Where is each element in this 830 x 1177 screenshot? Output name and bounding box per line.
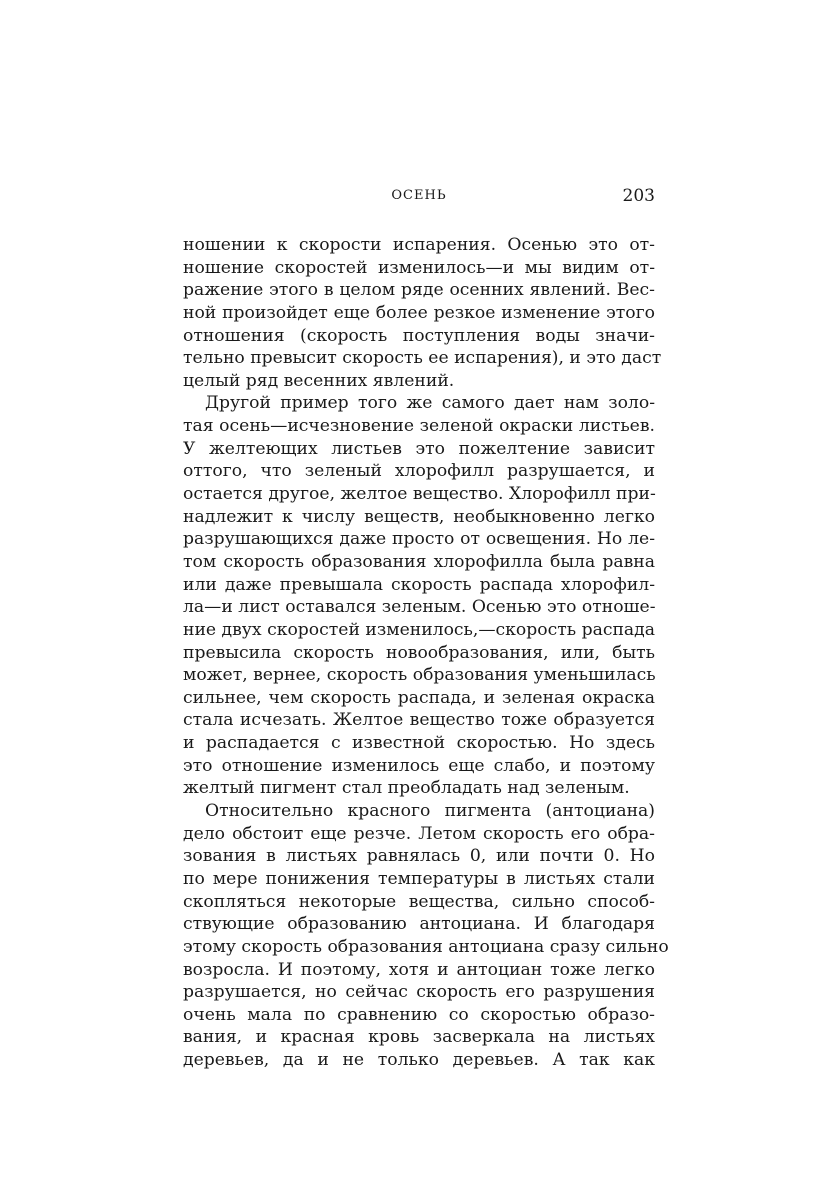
text-line: У желтеющих листьев это пожелтение зависит bbox=[183, 438, 655, 459]
text-line: и распадается с известной скоростью. Но здесь bbox=[183, 733, 655, 754]
text-line: разрушающихся даже просто от освещения. Но ле- bbox=[183, 529, 655, 550]
text-line: отношения (скорость поступления воды значи- bbox=[183, 325, 655, 346]
text-line: ной произойдет еще более резкое изменение этого bbox=[183, 302, 655, 323]
text-line: это отношение изменилось еще слабо, и поэтому bbox=[183, 755, 655, 776]
text-line: ла—и лист оставался зеленым. Осенью это отноше- bbox=[183, 597, 656, 618]
body-text bbox=[183, 234, 669, 1072]
text-line: тая осень—исчезновение зеленой окраски листьев. bbox=[183, 416, 655, 437]
paragraph-1 bbox=[183, 234, 662, 392]
text-line: превысила скорость новообразования, или, быть bbox=[183, 642, 655, 663]
text-line: ние двух скоростей изменилось,—скорость распада bbox=[183, 619, 655, 640]
text-line: ношении к скорости испарения. Осенью это от- bbox=[183, 235, 655, 255]
page-header bbox=[183, 188, 655, 212]
text-line: зования в листьях равнялась 0, или почти 0. Но bbox=[183, 846, 655, 867]
text-line: остается другое, желтое вещество. Хлорофилл при- bbox=[183, 484, 656, 505]
text-line: том скорость образования хлорофилла была равна bbox=[183, 551, 655, 572]
text-line: Относительно красного пигмента (антоциана) bbox=[205, 801, 655, 822]
text-line: тельно превысит скорость ее испарения), и это даст bbox=[183, 348, 662, 369]
paragraph-3 bbox=[183, 800, 669, 1072]
text-line: надлежит к числу веществ, необыкновенно легко bbox=[183, 506, 655, 527]
text-line: может, вернее, скорость образования уменьшилась bbox=[183, 665, 656, 686]
text-line: желтый пигмент стал преобладать над зеленым. bbox=[183, 778, 630, 799]
text-line: целый ряд весенних явлений. bbox=[183, 370, 455, 391]
running-title: ОСЕНЬ bbox=[391, 188, 447, 203]
text-line: сильнее, чем скорость распада, и зеленая окраска bbox=[183, 687, 655, 708]
text-line: стала исчезать. Желтое вещество тоже образуется bbox=[183, 710, 655, 731]
text-line: вания, и красная кровь засверкала на листьях bbox=[183, 1027, 655, 1048]
text-line: дело обстоит еще резче. Летом скорость его обра- bbox=[183, 823, 655, 844]
text-line: ствующие образованию антоциана. И благодаря bbox=[183, 914, 655, 935]
text-line: деревьев, да и не только деревьев. А так как bbox=[183, 1050, 655, 1071]
text-line: Другой пример того же самого дает нам золо- bbox=[205, 393, 655, 414]
text-line: ношение скоростей изменилось—и мы видим от- bbox=[183, 257, 655, 278]
page-number: 203 bbox=[622, 186, 655, 206]
text-line: ражение этого в целом ряде осенних явлений. Вес- bbox=[183, 280, 655, 301]
text-line: возросла. И поэтому, хотя и антоциан тоже легко bbox=[183, 959, 655, 980]
text-line: по мере понижения температуры в листьях стали bbox=[183, 868, 655, 889]
text-line: разрушается, но сейчас скорость его разрушения bbox=[183, 982, 655, 1003]
text-line: оттого, что зеленый хлорофилл разрушается, и bbox=[183, 461, 655, 482]
text-line: скопляться некоторые вещества, сильно способ- bbox=[183, 891, 655, 912]
paragraph-2 bbox=[183, 392, 655, 800]
text-line: этому скорость образования антоциана сразу сильно bbox=[183, 936, 669, 957]
text-line: очень мала по сравнению со скоростью образо- bbox=[183, 1004, 655, 1025]
text-line: или даже превышала скорость распада хлорофил- bbox=[183, 574, 655, 595]
